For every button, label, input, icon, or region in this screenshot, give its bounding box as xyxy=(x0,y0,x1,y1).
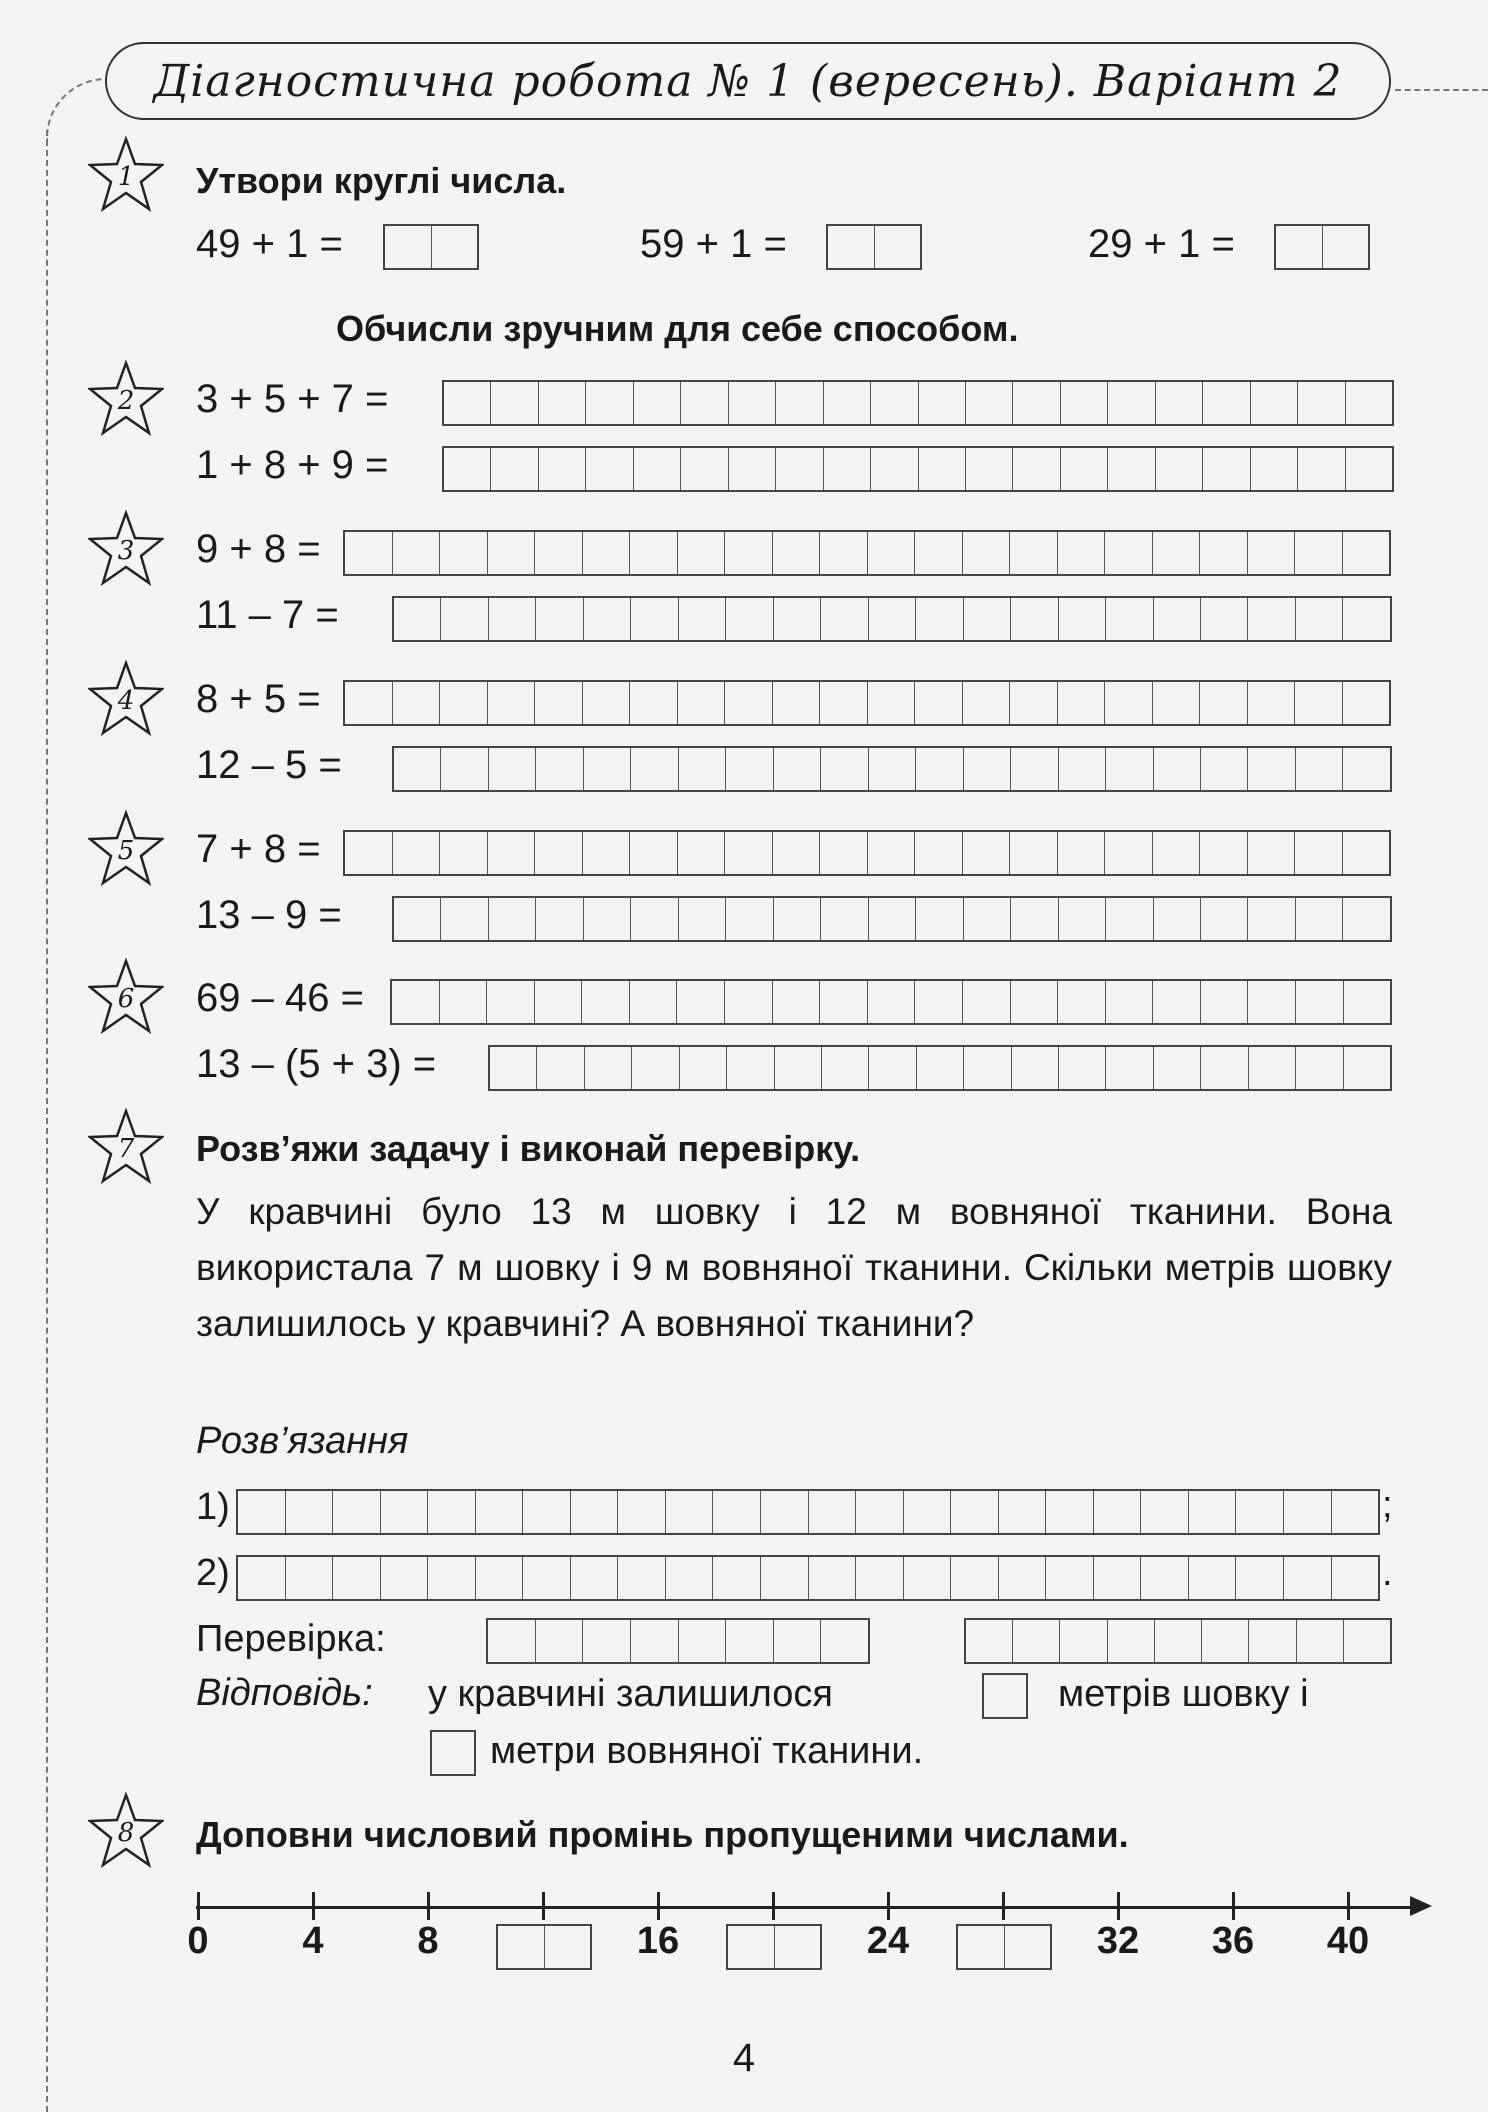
answer-text-part-2: метрів шовку і xyxy=(1058,1673,1309,1715)
number-line-missing-1[interactable] xyxy=(496,1924,592,1970)
title-banner xyxy=(105,42,1391,120)
number-line-tick xyxy=(887,1892,890,1920)
number-line-missing-3[interactable] xyxy=(956,1924,1052,1970)
task-2-star-icon xyxy=(88,360,164,436)
number-line-tick xyxy=(657,1892,660,1920)
page-number: 4 xyxy=(732,2036,756,2080)
task-6-star-icon xyxy=(88,958,164,1034)
answer-wool-box[interactable] xyxy=(430,1730,476,1776)
task-3-answer-1[interactable] xyxy=(343,530,1391,576)
convenient-method-heading: Обчисли зручним для себе способом. xyxy=(336,308,1019,349)
solution-step-1-answer[interactable] xyxy=(236,1489,1380,1535)
task-7-problem-text: У кравчині було 13 м шовку і 12 м вовняної тканини. Вона використала 7 м шовку і 9 м вовняної тканини. Скільки метрів шовку залишилось у кравчині? А вовняної тканини? xyxy=(196,1191,1392,1344)
task-number: 3 xyxy=(117,536,135,566)
solution-step-2-label: 2) xyxy=(196,1552,230,1594)
solution-step-1-label: 1) xyxy=(196,1486,230,1528)
number-line-tick xyxy=(1002,1892,1005,1920)
task-3-answer-2[interactable] xyxy=(392,596,1392,642)
task-number: 6 xyxy=(117,984,135,1014)
task-1-star-icon xyxy=(88,136,164,212)
number-line-label: 36 xyxy=(1211,1920,1255,1962)
number-line-missing-2[interactable] xyxy=(726,1924,822,1970)
task-5-answer-2[interactable] xyxy=(392,896,1392,942)
task-5-line-1: 7 + 8 = xyxy=(196,827,321,871)
task-1-answer-1[interactable] xyxy=(383,224,479,270)
task-1-answer-2[interactable] xyxy=(826,224,922,270)
task-2-line-2: 1 + 8 + 9 = xyxy=(196,443,389,487)
task-4-answer-1[interactable] xyxy=(343,680,1391,726)
task-3-line-2: 11 – 7 = xyxy=(196,593,339,637)
number-line-label: 0 xyxy=(187,1920,209,1962)
task-4-star-icon xyxy=(88,660,164,736)
task-5-answer-1[interactable] xyxy=(343,830,1391,876)
number-line-arrow-icon xyxy=(1410,1896,1432,1916)
task-6-answer-2[interactable] xyxy=(488,1045,1392,1091)
page-border-corner xyxy=(46,78,108,140)
task-2-answer-1[interactable] xyxy=(442,380,1394,426)
task-number: 4 xyxy=(117,686,135,716)
page-border-left xyxy=(46,130,48,2112)
step-1-semicolon: ; xyxy=(1382,1484,1393,1526)
check-answer-2[interactable] xyxy=(964,1618,1392,1664)
task-4-answer-2[interactable] xyxy=(392,746,1392,792)
task-6-line-1: 69 – 46 = xyxy=(196,976,364,1020)
solution-step-2-answer[interactable] xyxy=(236,1555,1380,1601)
task-3-line-1: 9 + 8 = xyxy=(196,527,321,571)
task-6-answer-1[interactable] xyxy=(390,979,1392,1025)
task-2-line-1: 3 + 5 + 7 = xyxy=(196,377,389,421)
task-4-line-2: 12 – 5 = xyxy=(196,743,342,787)
answer-text-part-1: у кравчині залишилося xyxy=(428,1673,833,1715)
number-line-tick xyxy=(312,1892,315,1920)
task-5-line-2: 13 – 9 = xyxy=(196,893,342,937)
step-2-period: . xyxy=(1382,1552,1393,1594)
task-3-star-icon xyxy=(88,510,164,586)
task-5-star-icon xyxy=(88,810,164,886)
answer-label: Відповідь: xyxy=(196,1672,373,1714)
number-line-label: 8 xyxy=(417,1920,439,1962)
task-8-star-icon xyxy=(88,1792,164,1868)
check-answer-1[interactable] xyxy=(486,1618,870,1664)
number-line-tick xyxy=(772,1892,775,1920)
number-line-tick xyxy=(1117,1892,1120,1920)
task-8-heading: Доповни числовий промінь пропущеними числами. xyxy=(196,1814,1129,1855)
answer-text-part-3: метри вовняної тканини. xyxy=(490,1730,924,1772)
task-1-answer-3[interactable] xyxy=(1274,224,1370,270)
number-line-tick xyxy=(197,1892,200,1920)
task-number: 7 xyxy=(117,1134,135,1164)
task-number: 2 xyxy=(117,386,135,416)
number-line-tick xyxy=(427,1892,430,1920)
task-number: 5 xyxy=(117,836,135,866)
task-1-expression-1: 49 + 1 = xyxy=(196,222,343,266)
task-4-line-1: 8 + 5 = xyxy=(196,677,321,721)
task-1-expression-3: 29 + 1 = xyxy=(1088,222,1235,266)
number-line-tick xyxy=(1232,1892,1235,1920)
answer-silk-box[interactable] xyxy=(982,1673,1028,1719)
task-1-expression-2: 59 + 1 = xyxy=(640,222,787,266)
number-line-tick xyxy=(542,1892,545,1920)
task-number: 8 xyxy=(117,1818,135,1848)
number-line-label: 32 xyxy=(1096,1920,1140,1962)
task-number: 1 xyxy=(117,162,135,192)
number-line-tick xyxy=(1347,1892,1350,1920)
number-line-label: 40 xyxy=(1326,1920,1370,1962)
task-7-star-icon xyxy=(88,1108,164,1184)
number-line-label: 16 xyxy=(636,1920,680,1962)
task-1-heading: Утвори круглі числа. xyxy=(196,160,567,201)
number-line-label: 4 xyxy=(302,1920,324,1962)
task-2-answer-2[interactable] xyxy=(442,446,1394,492)
header-dash-line xyxy=(1395,89,1488,91)
check-label: Перевірка: xyxy=(196,1618,386,1660)
number-line-label: 24 xyxy=(866,1920,910,1962)
task-6-line-2: 13 – (5 + 3) = xyxy=(196,1042,437,1086)
solution-label: Розв’язання xyxy=(196,1420,409,1462)
page-title: Діагностична робота № 1 (вересень). Варіант 2 xyxy=(153,55,1343,107)
task-7-heading: Розв’яжи задачу і виконай перевірку. xyxy=(196,1128,861,1169)
